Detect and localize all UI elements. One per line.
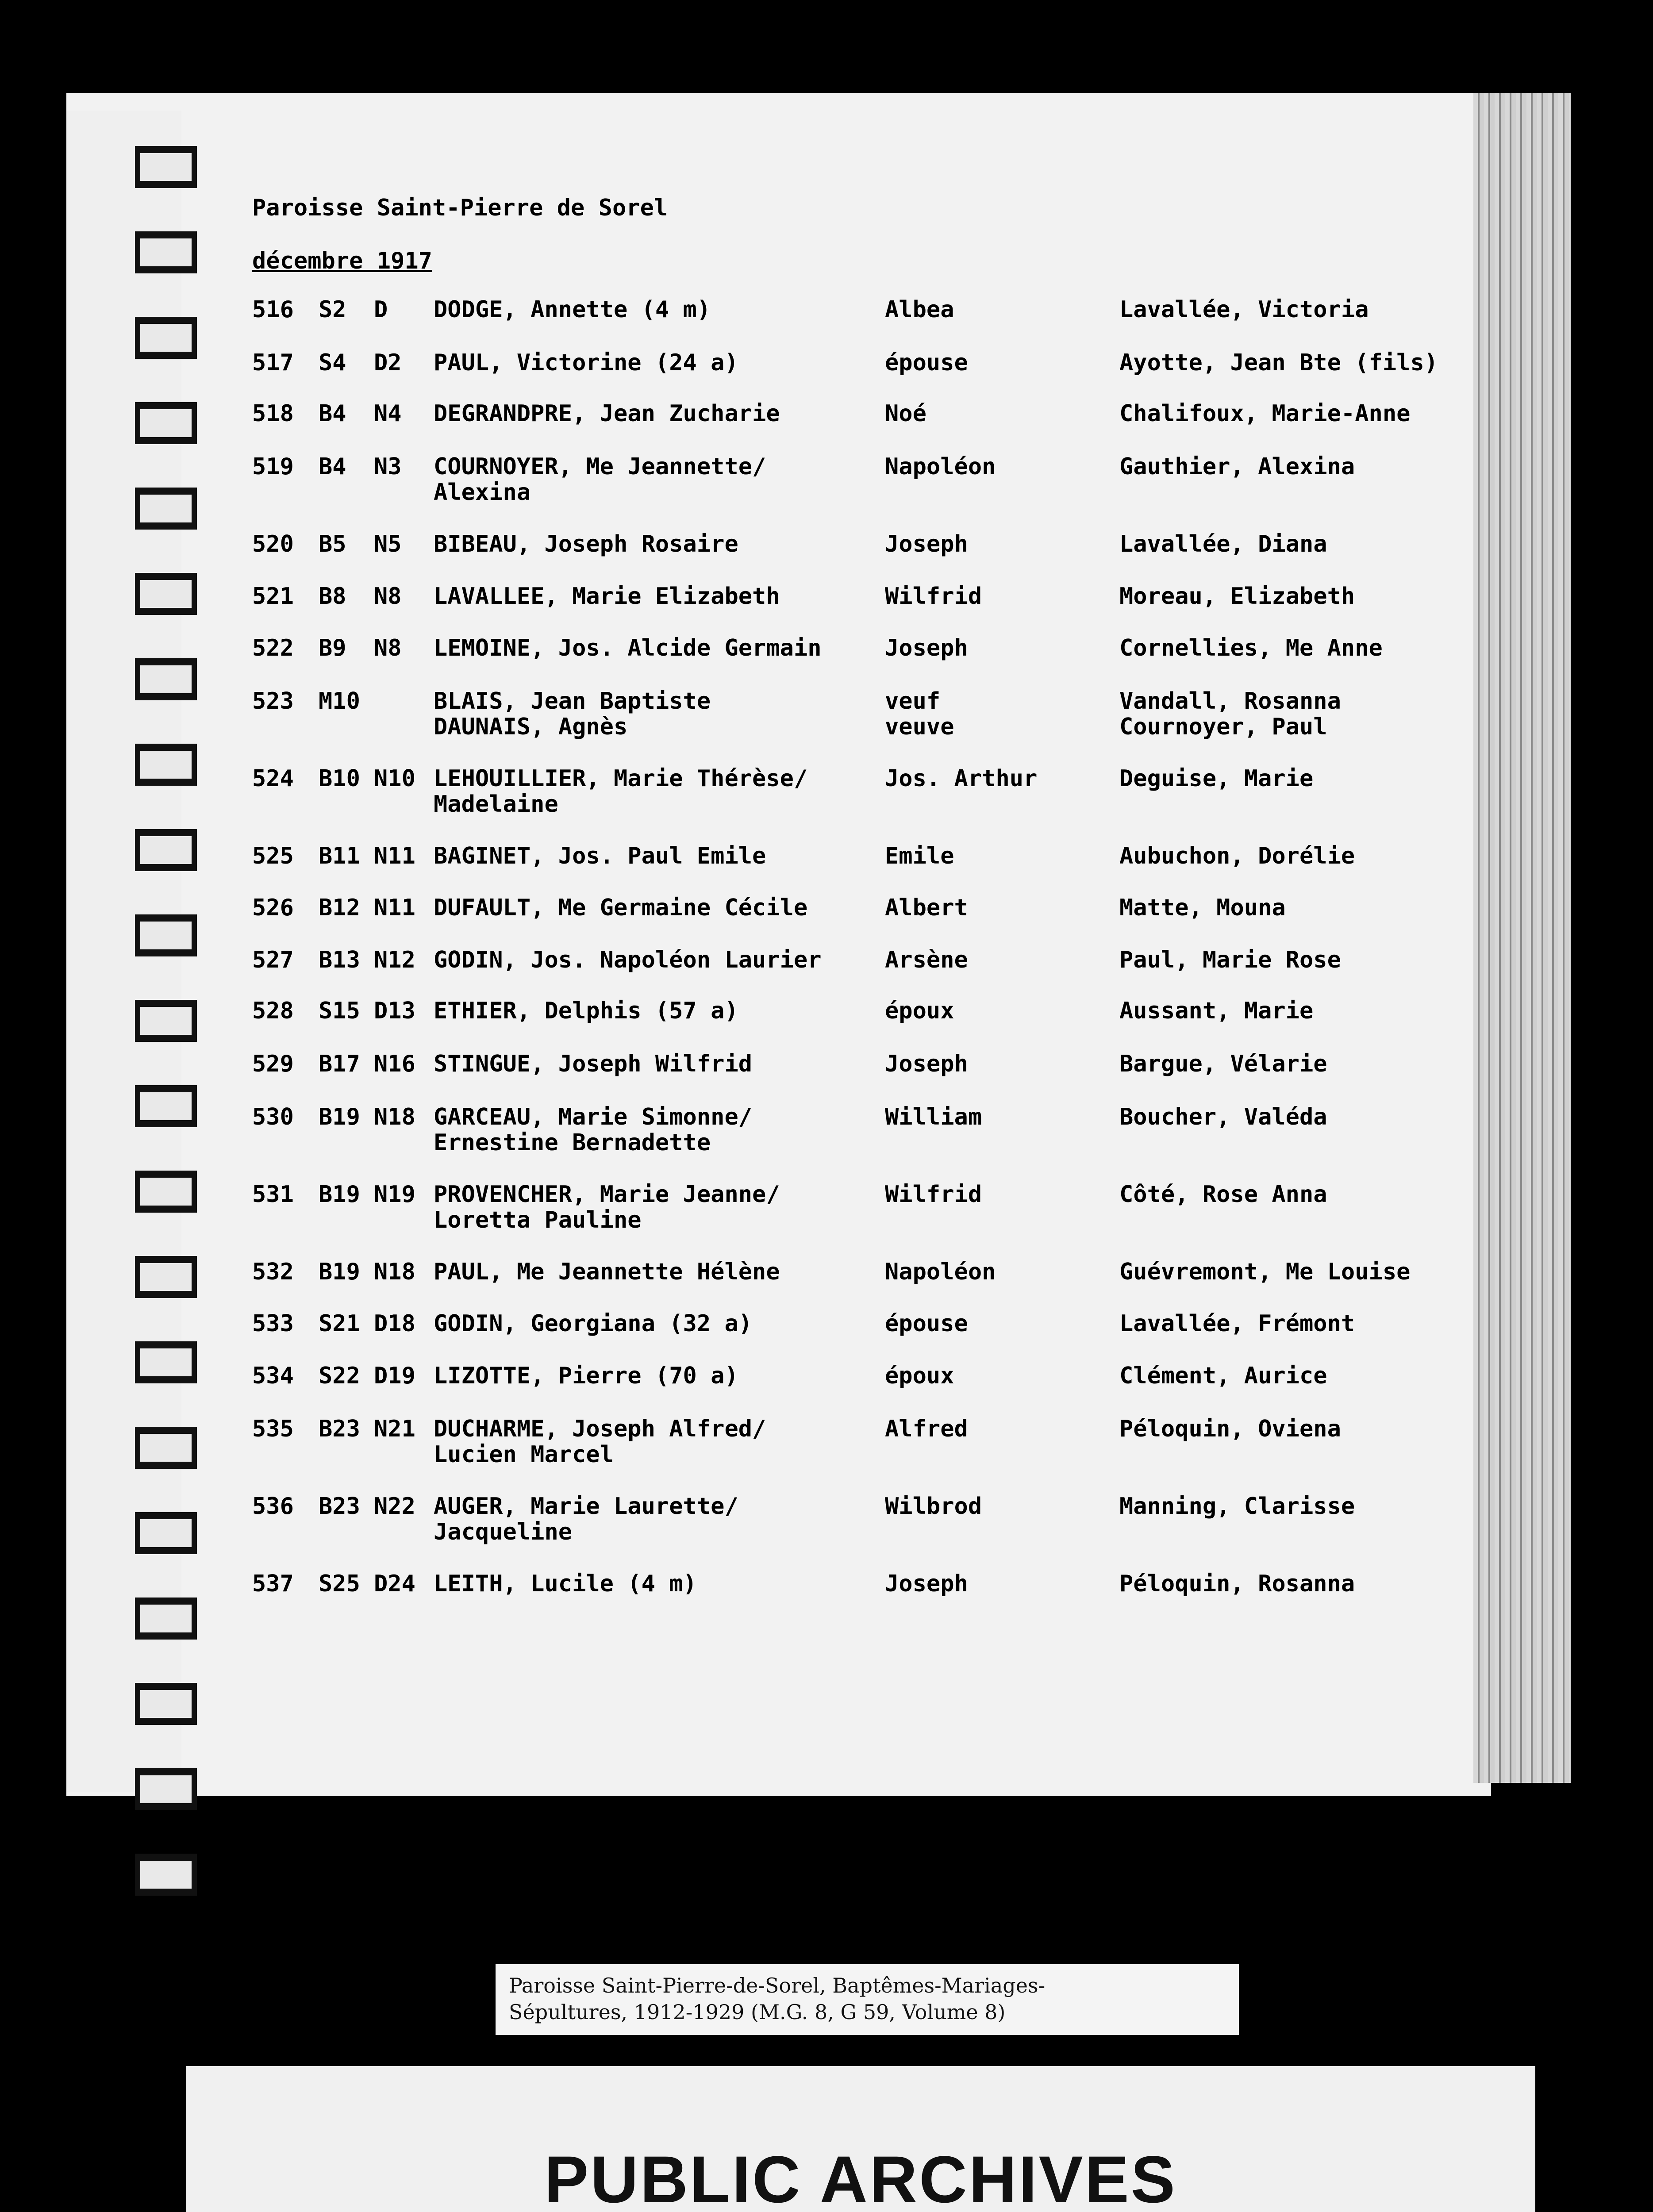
date-code: N8 (374, 635, 402, 661)
binder-ring (135, 1854, 197, 1896)
date-code: N16 (374, 1051, 415, 1077)
public-archives-card (186, 2066, 1535, 2212)
father-or-relation: Noé (885, 400, 926, 427)
date-code: N21 (374, 1416, 415, 1442)
entry-number: 529 (252, 1051, 294, 1077)
binder-ring (135, 1000, 197, 1042)
person-name: DUCHARME, Joseph Alfred/ (434, 1416, 766, 1442)
person-name-cont: Alexina (434, 479, 531, 506)
father-or-relation: Wilfrid (885, 583, 982, 610)
record-code: M10 (319, 688, 360, 714)
date-code: N19 (374, 1181, 415, 1208)
record-code: S25 (319, 1571, 360, 1597)
person-name-cont: Ernestine Bernadette (434, 1129, 711, 1156)
date-code: D (374, 296, 388, 323)
record-code: S22 (319, 1363, 360, 1389)
person-name: BLAIS, Jean Baptiste (434, 688, 711, 714)
date-code: N22 (374, 1493, 415, 1520)
binder-ring (135, 231, 197, 273)
date-code: N11 (374, 895, 415, 921)
record-code: B11 (319, 843, 360, 869)
register-page (66, 93, 1491, 1796)
person-name: LEITH, Lucile (4 m) (434, 1571, 697, 1597)
binder-ring (135, 573, 197, 615)
page-edges (1473, 93, 1571, 1783)
date-code: N18 (374, 1259, 415, 1285)
person-name-cont: DAUNAIS, Agnès (434, 714, 628, 740)
entry-number: 530 (252, 1104, 294, 1130)
mother-or-spouse: Vandall, Rosanna (1119, 688, 1341, 714)
archives-line-1: PUBLIC ARCHIVES (544, 2142, 1177, 2212)
mother-or-spouse: Bargue, Vélarie (1119, 1051, 1327, 1077)
entry-number: 526 (252, 895, 294, 921)
binder-ring (135, 1683, 197, 1725)
binder-ring (135, 914, 197, 956)
father-or-relation: Napoléon (885, 453, 996, 480)
entry-number: 519 (252, 453, 294, 480)
month-heading: décembre 1917 (252, 248, 432, 274)
binder-ring (135, 1598, 197, 1640)
mother-or-spouse: Manning, Clarisse (1119, 1493, 1355, 1520)
record-code: B19 (319, 1104, 360, 1130)
person-name: PAUL, Victorine (24 a) (434, 349, 738, 376)
father-or-relation: Jos. Arthur (885, 765, 1038, 792)
date-code: N10 (374, 765, 415, 792)
record-code: B19 (319, 1259, 360, 1285)
father-or-relation: Emile (885, 843, 954, 869)
mother-or-spouse: Paul, Marie Rose (1119, 947, 1341, 973)
person-name: GARCEAU, Marie Simonne/ (434, 1104, 753, 1130)
entry-number: 518 (252, 400, 294, 427)
mother-or-spouse: Moreau, Elizabeth (1119, 583, 1355, 610)
binder-ring (135, 488, 197, 530)
entry-number: 524 (252, 765, 294, 792)
entry-number: 536 (252, 1493, 294, 1520)
binder-ring (135, 317, 197, 359)
person-name: BAGINET, Jos. Paul Emile (434, 843, 766, 869)
father-or-relation: Joseph (885, 531, 968, 557)
date-code: D13 (374, 998, 415, 1024)
binder-ring (135, 744, 197, 786)
person-name: PAUL, Me Jeannette Hélène (434, 1259, 780, 1285)
entry-number: 516 (252, 296, 294, 323)
entry-number: 532 (252, 1259, 294, 1285)
person-name-cont: Jacqueline (434, 1519, 573, 1545)
record-code: S2 (319, 296, 346, 323)
entry-number: 531 (252, 1181, 294, 1208)
father-or-relation: époux (885, 998, 954, 1024)
entry-number: 533 (252, 1310, 294, 1337)
father-or-relation: Alfred (885, 1416, 968, 1442)
binder-ring (135, 1085, 197, 1127)
record-code: B10 (319, 765, 360, 792)
entry-number: 520 (252, 531, 294, 557)
caption-line-2: Sépultures, 1912-1929 (M.G. 8, G 59, Volume 8) (509, 2000, 1006, 2024)
father-or-relation: Albert (885, 895, 968, 921)
mother-or-spouse: Lavallée, Victoria (1119, 296, 1369, 323)
mother-or-spouse: Boucher, Valéda (1119, 1104, 1327, 1130)
record-code: B4 (319, 453, 346, 480)
person-name: LAVALLEE, Marie Elizabeth (434, 583, 780, 610)
microfilm-caption (496, 1964, 1239, 2035)
person-name: GODIN, Jos. Napoléon Laurier (434, 947, 822, 973)
record-code: B4 (319, 400, 346, 427)
date-code: N11 (374, 843, 415, 869)
mother-or-spouse: Matte, Mouna (1119, 895, 1286, 921)
mother-or-spouse: Ayotte, Jean Bte (fils) (1119, 349, 1438, 376)
binder-ring (135, 658, 197, 700)
date-code: N12 (374, 947, 415, 973)
mother-or-spouse: Chalifoux, Marie-Anne (1119, 400, 1411, 427)
person-name-cont: Lucien Marcel (434, 1441, 614, 1468)
date-code: D18 (374, 1310, 415, 1337)
father-or-relation: Joseph (885, 1051, 968, 1077)
person-name-cont: Loretta Pauline (434, 1207, 642, 1233)
person-name: PROVENCHER, Marie Jeanne/ (434, 1181, 780, 1208)
mother-or-spouse: Lavallée, Diana (1119, 531, 1327, 557)
father-or-relation: Joseph (885, 1571, 968, 1597)
mother-or-spouse: Aussant, Marie (1119, 998, 1314, 1024)
person-name: COURNOYER, Me Jeannette/ (434, 453, 766, 480)
father-or-relation: Joseph (885, 635, 968, 661)
binder-ring (135, 1512, 197, 1554)
record-code: B13 (319, 947, 360, 973)
record-code: B19 (319, 1181, 360, 1208)
mother-or-spouse: Gauthier, Alexina (1119, 453, 1355, 480)
mother-or-spouse: Cornellies, Me Anne (1119, 635, 1383, 661)
person-name: LEHOUILLIER, Marie Thérèse/ (434, 765, 808, 792)
record-code: S21 (319, 1310, 360, 1337)
binder-ring (135, 1427, 197, 1469)
binder-ring (135, 146, 197, 188)
entry-number: 528 (252, 998, 294, 1024)
entry-number: 535 (252, 1416, 294, 1442)
date-code: N5 (374, 531, 402, 557)
entry-number: 523 (252, 688, 294, 714)
mother-or-spouse: Péloquin, Oviena (1119, 1416, 1341, 1442)
mother-or-spouse: Guévremont, Me Louise (1119, 1259, 1411, 1285)
record-code: B9 (319, 635, 346, 661)
mother-cont: Cournoyer, Paul (1119, 714, 1327, 740)
date-code: N4 (374, 400, 402, 427)
parish-heading: Paroisse Saint-Pierre de Sorel (252, 195, 668, 221)
date-code: N18 (374, 1104, 415, 1130)
father-or-relation: Wilbrod (885, 1493, 982, 1520)
person-name: ETHIER, Delphis (57 a) (434, 998, 738, 1024)
mother-or-spouse: Péloquin, Rosanna (1119, 1571, 1355, 1597)
father-or-relation: épouse (885, 349, 968, 376)
binder-ring (135, 1171, 197, 1213)
entry-number: 521 (252, 583, 294, 610)
binder-ring (135, 1341, 197, 1383)
binder-ring (135, 1256, 197, 1298)
person-name: DODGE, Annette (4 m) (434, 296, 711, 323)
father-or-relation: veuf (885, 688, 941, 714)
person-name: LIZOTTE, Pierre (70 a) (434, 1363, 738, 1389)
date-code: N3 (374, 453, 402, 480)
record-code: S4 (319, 349, 346, 376)
binder-ring (135, 829, 197, 871)
father-or-relation: Albea (885, 296, 954, 323)
record-code: B12 (319, 895, 360, 921)
person-name: DEGRANDPRE, Jean Zucharie (434, 400, 780, 427)
entry-number: 534 (252, 1363, 294, 1389)
mother-or-spouse: Côté, Rose Anna (1119, 1181, 1327, 1208)
father-or-relation: William (885, 1104, 982, 1130)
person-name: GODIN, Georgiana (32 a) (434, 1310, 753, 1337)
relation-cont: veuve (885, 714, 954, 740)
mother-or-spouse: Lavallée, Frémont (1119, 1310, 1355, 1337)
binder-ring (135, 402, 197, 444)
mother-or-spouse: Clément, Aurice (1119, 1363, 1327, 1389)
caption-line-1: Paroisse Saint-Pierre-de-Sorel, Baptêmes-Mariages- (509, 1974, 1046, 1997)
person-name: DUFAULT, Me Germaine Cécile (434, 895, 808, 921)
record-code: B17 (319, 1051, 360, 1077)
record-code: B23 (319, 1416, 360, 1442)
entry-number: 522 (252, 635, 294, 661)
record-code: B23 (319, 1493, 360, 1520)
date-code: N8 (374, 583, 402, 610)
father-or-relation: époux (885, 1363, 954, 1389)
binder-ring (135, 1768, 197, 1810)
person-name-cont: Madelaine (434, 791, 558, 818)
person-name: LEMOINE, Jos. Alcide Germain (434, 635, 822, 661)
date-code: D2 (374, 349, 402, 376)
person-name: STINGUE, Joseph Wilfrid (434, 1051, 753, 1077)
mother-or-spouse: Deguise, Marie (1119, 765, 1314, 792)
person-name: BIBEAU, Joseph Rosaire (434, 531, 738, 557)
mother-or-spouse: Aubuchon, Dorélie (1119, 843, 1355, 869)
record-code: B8 (319, 583, 346, 610)
father-or-relation: épouse (885, 1310, 968, 1337)
father-or-relation: Arsène (885, 947, 968, 973)
entry-number: 525 (252, 843, 294, 869)
record-code: B5 (319, 531, 346, 557)
father-or-relation: Wilfrid (885, 1181, 982, 1208)
person-name: AUGER, Marie Laurette/ (434, 1493, 738, 1520)
date-code: D19 (374, 1363, 415, 1389)
entry-number: 537 (252, 1571, 294, 1597)
father-or-relation: Napoléon (885, 1259, 996, 1285)
date-code: D24 (374, 1571, 415, 1597)
entry-number: 527 (252, 947, 294, 973)
entry-number: 517 (252, 349, 294, 376)
record-code: S15 (319, 998, 360, 1024)
